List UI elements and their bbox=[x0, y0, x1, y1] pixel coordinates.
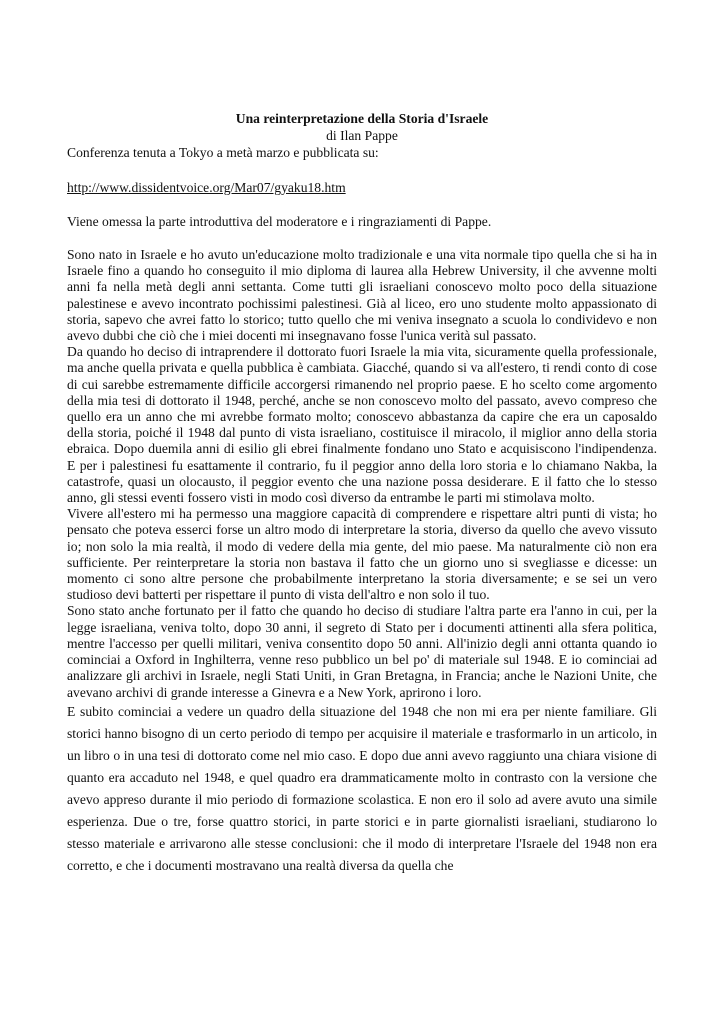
document-title: Una reinterpretazione della Storia d'Israele bbox=[235, 111, 489, 126]
document-subtitle: Conferenza tenuta a Tokyo a metà marzo e pubblicata su: bbox=[67, 145, 379, 161]
paragraph-3: Vivere all'estero mi ha permesso una maggiore capacità di comprendere e rispettare altri punti di vista; ho pensato che poteva esserci forse un altro modo di interpretare la storia, diverso da quello che avevo vissuto io; non solo la mia realtà, il modo di vedere della mia gente, del mio paese. Ma naturalmente ciò non era sufficiente. Per reinterpretare la storia non bastava il fatto che un giorno uno si svegliasse e dicesse: un momento ci sono altre persone che probabilmente interpretano la storia diversamente; e se sei un vero studioso devi batterti per rispettare il punto di vista dell'altro e non solo il tuo. bbox=[67, 506, 657, 603]
paragraph-4: Sono stato anche fortunato per il fatto che quando ho deciso di studiare l'altra parte era l'anno in cui, per la legge israeliana, veniva tolto, dopo 30 anni, il segreto di Stato per i documenti attinenti alla sfera politica, mentre l'accesso per quelli militari, veniva consentito dopo 50 anni. All'inizio degli anni ottanta quando io cominciai a Oxford in Inghilterra, venne reso pubblico un bel po' di materiale sul 1948. E io cominciai ad analizzare gli archivi in Israele, negli Stati Uniti, in Gran Bretagna, in Francia; anche le Nazioni Unite, che avevano archivi di grande interesse a Ginevra e a New York, aprirono i loro. bbox=[67, 603, 657, 700]
paragraph-1: Sono nato in Israele e ho avuto un'educazione molto tradizionale e una vita normale tipo quella che si ha in Israele fino a quando ho conseguito il mio diploma di laurea alla Hebrew University, il che avvenne molti anni fa nella metà degli anni settanta. Come tutti gli israeliani conoscevo molto poco della situazione palestinese e avevo incontrato pochissimi palestinesi. Già al liceo, ero uno studente molto appassionato di storia, sapevo che avrei fatto lo storico; tutto quello che mi veniva insegnato a scuola lo condividevo e non avevo dubbi che ciò che i miei docenti mi insegnavano fosse l'unica verità sul passato. bbox=[67, 247, 657, 344]
source-link[interactable]: http://www.dissidentvoice.org/Mar07/gyaku18.htm bbox=[67, 179, 346, 195]
paragraph-5: E subito cominciai a vedere un quadro della situazione del 1948 che non mi era per niente familiare. Gli storici hanno bisogno di un certo periodo di tempo per acquisire il materiale e trasformarlo in un articolo, in un libro o in una tesi di dottorato come nel mio caso. E dopo due anni avevo raggiunto una chiara visione di quanto era accaduto nel 1948, e quel quadro era drammaticamente molto in contrasto con la versione che avevo appreso durante il mio periodo di formazione scolastica. E non ero il solo ad avere avuto una simile esperienza. Due o tre, forse quattro storici, in parte storici e in parte giornalisti israeliani, studiarono lo stesso materiale e arrivarono alle stesse conclusioni: che il modo di interpretare l'Israele del 1948 non era corretto, e che i documenti mostravano una realtà diversa da quella che bbox=[67, 703, 657, 873]
paragraph-2: Da quando ho deciso di intraprendere il dottorato fuori Israele la mia vita, sicuramente quella professionale, ma anche quella privata e quella pubblica è cambiata. Giacché, quando si va all'estero, ti rendi conto di cose di cui sarebbe estremamente difficile accorgersi rimanendo nel proprio paese. E ho scelto come argomento della mia tesi di dottorato il 1948, perché, anche se non conoscevo molto del passato, avevo compreso che quello era un anno che mi avrebbe formato molto; conoscevo abbastanza da capire che era un caposaldo della storia, poiché il 1948 dal punto di vista israeliano, costituisce il miracolo, il miglior anno della storia ebraica. Dopo duemila anni di esilio gli ebrei finalmente fondano uno Stato e acquisiscono l'indipendenza. E per i palestinesi fu esattamente il contrario, fu il peggior anno della loro storia e lo chiamano Nakba, la catastrofe, quasi un olocausto, il peggior evento che una nazione possa desiderare. E il fatto che lo stesso anno, gli stessi eventi fossero visti in modo così diverso da entrambe le parti mi stimolava molto. bbox=[67, 344, 657, 506]
document-author: di Ilan Pappe bbox=[326, 128, 398, 144]
omission-note: Viene omessa la parte introduttiva del moderatore e i ringraziamenti di Pappe. bbox=[67, 213, 492, 229]
document-page bbox=[67, 110, 657, 877]
